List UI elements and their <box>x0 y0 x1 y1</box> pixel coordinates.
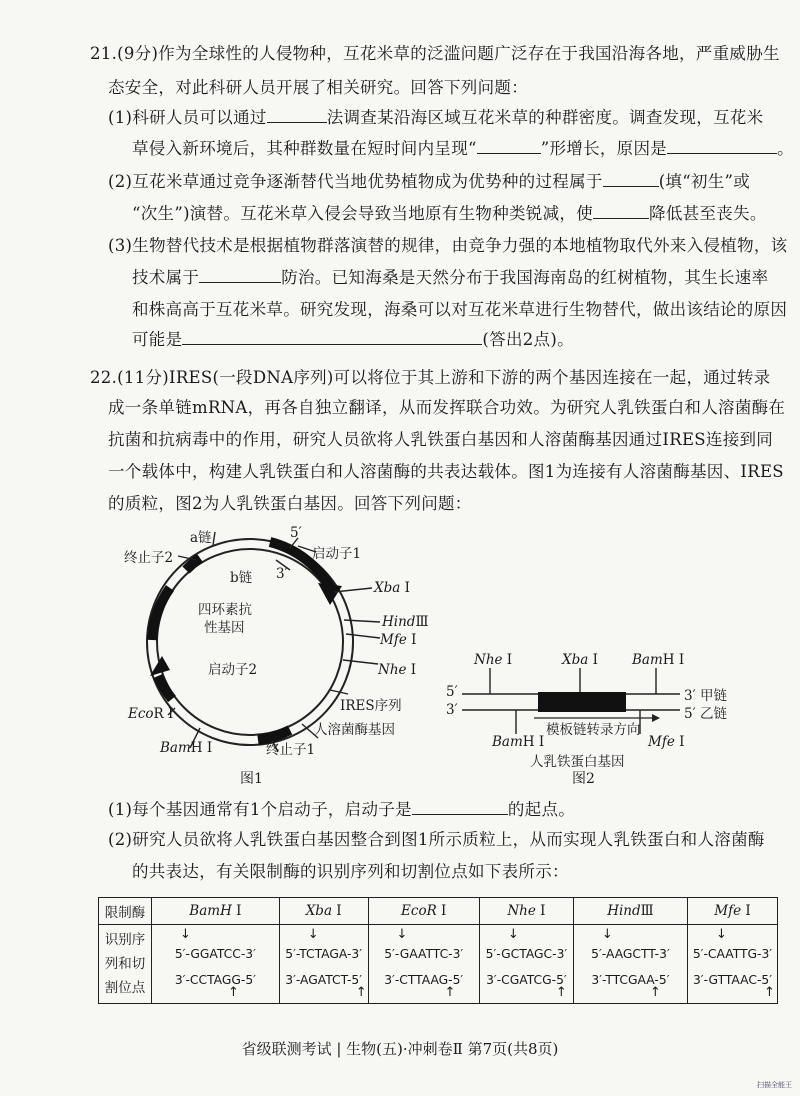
enzyme-sequence-cell: ↓ 5′-TCTAGA-3′ 3′-AGATCT-5′ ↑ <box>279 925 368 1004</box>
q22-part2-line1: (2)研究人员欲将人乳铁蛋白基因整合到图1所示质粒上，从而实现人乳铁蛋白和人溶菌酶 <box>108 830 765 849</box>
enzyme-name: BamH Ⅰ <box>152 898 280 925</box>
fig2-five-right: 5′ 乙链 <box>684 706 727 722</box>
fig2-gene-label: 人乳铁蛋白基因 <box>530 754 625 770</box>
q22-line2: 成一条单链mRNA，再各自独立翻译，从而发挥联合功效。为研究人乳铁蛋白和人溶菌酶在 <box>108 398 786 417</box>
q21-part3-line4: 可能是 (答出2点)。 <box>132 330 574 349</box>
fig2-five-left: 5′ <box>446 684 458 700</box>
q22-line4: 一个载体中，构建人乳铁蛋白和人溶菌酶的共表达载体。图1为连接有人溶菌酶基因、IRES <box>108 462 784 481</box>
enzyme-name: HindⅢ <box>573 898 687 925</box>
fig1-promoter2: 启动子2 <box>208 662 258 678</box>
fig1-nhe-site: Nhe Ⅰ <box>378 662 417 678</box>
q21-part3-line2: 技术属于 防治。已知海桑是天然分布于我国海南岛的红树植物，其生长速率 <box>132 268 769 287</box>
fig1-terminator2: 终止子2 <box>124 550 174 566</box>
q21-part3-line3: 和株高高于互花米草。研究发现，海桑可以对互花米草进行生物替代，做出该结论的原因 <box>132 300 788 319</box>
fig1-mfe-site: Mfe Ⅰ <box>380 632 417 648</box>
enzyme-sequence-cell: ↓ 5′-GAATTC-3′ 3′-CTTAAG-5′ ↑ <box>368 925 479 1004</box>
fig2-mfe-site: Mfe Ⅰ <box>648 734 685 750</box>
q22-line1: 22.(11分)IRES(一段DNA序列)可以将位于其上游和下游的两个基因连接在一起，通过转录 <box>90 368 771 387</box>
fig1-b-chain: b链 <box>230 570 253 586</box>
fig1-eco-site: EcoR Ⅰ <box>128 706 174 722</box>
fig1-tet-line2: 性基因 <box>204 620 245 636</box>
page-footer: 省级联测考试 | 生物(五)·冲刺卷Ⅱ 第7页(共8页) <box>241 1040 559 1058</box>
answer-blank[interactable] <box>412 800 508 815</box>
enzyme-sequence-cell: ↓ 5′-AAGCTT-3′ 3′-TTCGAA-5′ ↑ <box>573 925 687 1004</box>
fig1-bam-site: BamH Ⅰ <box>160 740 213 756</box>
enzyme-sequence-cell: ↓ 5′-GCTAGC-3′ 3′-CGATCG-5′ ↑ <box>479 925 573 1004</box>
fig1-lysozyme-gene: 人溶菌酶基因 <box>314 722 395 738</box>
q21-line2: 态安全，对此科研人员开展了相关研究。回答下列问题： <box>108 78 528 97</box>
fig1-promoter1: 启动子1 <box>312 546 362 562</box>
q22-line5: 的质粒，图2为人乳铁蛋白基因。回答下列问题： <box>108 494 472 513</box>
fig2-bam-top-site: BamH Ⅰ <box>632 652 685 668</box>
fig1-xba-site: Xba Ⅰ <box>374 580 410 596</box>
fig2-caption: 图2 <box>572 771 595 787</box>
enzyme-sequence-cell: ↓ 5′-CAATTG-3′ 3′-GTTAAC-5′ ↑ <box>687 925 777 1004</box>
fig1-a-chain: a链 <box>190 530 212 546</box>
fig2-three-right: 3′ 甲链 <box>684 688 727 704</box>
fig1-five-prime: 5′ <box>290 525 302 541</box>
fig2-xba-site: Xba Ⅰ <box>562 652 598 668</box>
q21-part1-line1: (1)科研人员可以通过 法调查某沿海区域互花米草的种群密度。调查发现，互花米 <box>108 108 764 127</box>
restriction-enzyme-table <box>98 897 778 1004</box>
fig2-three-left: 3′ <box>446 702 458 718</box>
fig2-template-direction: 模板链转录方向 <box>546 722 641 738</box>
q22-part1: (1)每个基因通常有1个启动子，启动子是 的起点。 <box>108 800 576 819</box>
enzyme-name: EcoR Ⅰ <box>368 898 479 925</box>
fig1-ires: IRES序列 <box>340 698 402 714</box>
enzyme-name: Xba Ⅰ <box>279 898 368 925</box>
gene-coding-region <box>538 692 626 712</box>
table-header-enzyme: 限制酶 <box>99 898 152 925</box>
enzyme-name: Nhe Ⅰ <box>479 898 573 925</box>
q21-part2-line2: “次生”)演替。互花米草入侵会导致当地原有生物种类锐减，使 降低甚至丧失。 <box>132 204 767 223</box>
q21-part2-line1: (2)互花米草通过竞争逐渐替代当地优势植物成为优势种的过程属于 (填“初生”或 <box>108 172 751 191</box>
q21-part3-line1: (3)生物替代技术是根据植物群落演替的规律，由竞争力强的本地植物取代外来入侵植物，该 <box>108 236 788 255</box>
fig1-caption: 图1 <box>240 771 263 787</box>
fig1-hind-site: HindⅢ <box>382 614 429 630</box>
q21-line1: 21.(9分)作为全球性的人侵物种，互花米草的泛滥问题广泛存在于我国沿海各地，严重威胁生 <box>90 44 780 63</box>
fig1-terminator1: 终止子1 <box>266 742 316 758</box>
fig2-nhe-site: Nhe Ⅰ <box>474 652 513 668</box>
fig1-tet-line1: 四环素抗 <box>198 602 252 618</box>
q22-part2-line2: 的共表达，有关限制酶的识别序列和切割位点如下表所示： <box>132 862 569 881</box>
q21-part1-line2: 草侵入新环境后，其种群数量在短时间内呈现“ ”形增长，原因是 。 <box>132 139 794 158</box>
enzyme-name: Mfe Ⅰ <box>687 898 777 925</box>
enzyme-sequence-cell: ↓ 5′-GGATCC-3′ 3′-CCTAGG-5′ ↑ <box>152 925 280 1004</box>
q22-line3: 抗菌和抗病毒中的作用，研究人员欲将人乳铁蛋白基因和人溶菌酶基因通过IRES连接到同 <box>108 430 774 449</box>
scanner-watermark: 扫描全能王 <box>757 1081 792 1089</box>
table-row-label: 识别序 列和切 割位点 <box>99 925 152 1004</box>
fig2-bam-bottom-site: BamH Ⅰ <box>492 734 545 750</box>
fig1-three-prime: 3′ <box>276 566 288 582</box>
transcription-arrowhead <box>652 714 660 722</box>
